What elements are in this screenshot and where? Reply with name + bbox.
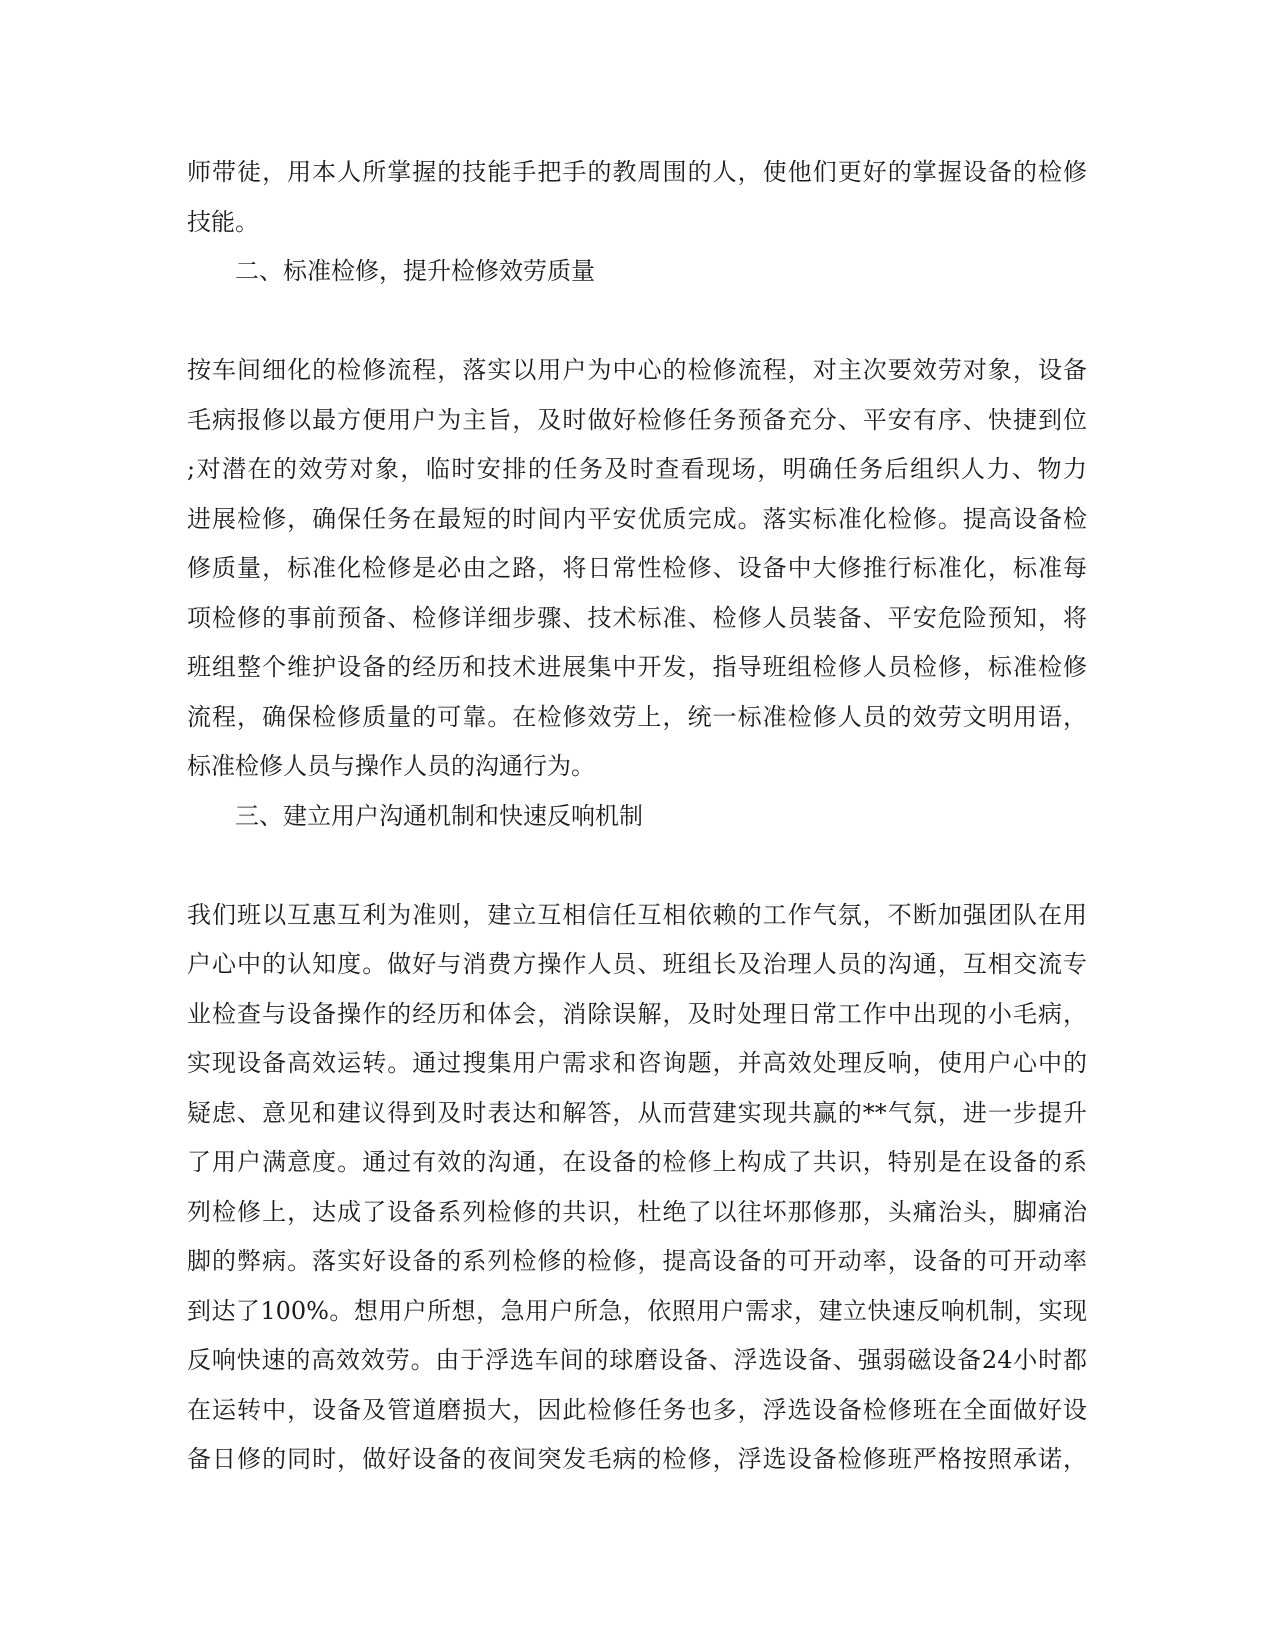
text-line: 师带徒，用本人所掌握的技能手把手的教周围的人，使他们更好的掌握设备的检修 — [187, 158, 1087, 186]
paragraph-intro — [187, 148, 1087, 247]
text-line: 实现设备高效运转。通过搜集用户需求和咨询题，并高效处理反响，使用户心中的 — [187, 1049, 1087, 1077]
text-line: 标准检修人员与操作人员的沟通行为。 — [187, 752, 595, 780]
text-line: 修质量，标准化检修是必由之路，将日常性检修、设备中大修推行标准化，标准每 — [187, 554, 1087, 582]
text-line: ;对潜在的效劳对象，临时安排的任务及时查看现场，明确任务后组织人力、物力 — [187, 455, 1087, 483]
text-line: 项检修的事前预备、检修详细步骤、技术标准、检修人员装备、平安危险预知，将 — [187, 603, 1087, 632]
blank-line — [187, 297, 1087, 347]
text-line: 班组整个维护设备的经历和技术进展集中开发，指导班组检修人员检修，标准检修 — [187, 653, 1087, 681]
document-body — [187, 148, 1087, 1485]
section-heading-3: 三、建立用户沟通机制和快速反响机制 — [235, 801, 643, 830]
text-line: 技能。 — [187, 207, 259, 236]
text-line: 进展检修，确保任务在最短的时间内平安优质完成。落实标准化检修。提高设备检 — [187, 504, 1087, 533]
paragraph-section-2 — [187, 346, 1087, 792]
text-line: 备日修的同时，做好设备的夜间突发毛病的检修，浮选设备检修班严格按照承诺， — [187, 1445, 1087, 1473]
text-line: 毛病报修以最方便用户为主旨，及时做好检修任务预备充分、平安有序、快捷到位 — [187, 405, 1087, 434]
text-line: 户心中的认知度。做好与消费方操作人员、班组长及治理人员的沟通，互相交流专 — [187, 950, 1087, 978]
text-line: 按车间细化的检修流程，落实以用户为中心的检修流程，对主次要效劳对象，设备 — [187, 356, 1087, 384]
text-line: 在运转中，设备及管道磨损大，因此检修任务也多，浮选设备检修班在全面做好设 — [187, 1395, 1087, 1424]
text-line: 到达了100%。想用户所想，急用户所急，依照用户需求，建立快速反响机制，实现 — [187, 1296, 1087, 1325]
text-line: 疑虑、意见和建议得到及时表达和解答，从而营建实现共赢的**气氛，进一步提升 — [187, 1098, 1087, 1127]
text-line: 反响快速的高效效劳。由于浮选车间的球磨设备、浮选设备、强弱磁设备24小时都 — [187, 1346, 1087, 1374]
paragraph-section-3 — [187, 891, 1087, 1485]
text-line: 我们班以互惠互利为准则，建立互相信任互相依赖的工作气氛，不断加强团队在用 — [187, 900, 1087, 929]
text-line: 流程，确保检修质量的可靠。在检修效劳上，统一标准检修人员的效劳文明用语， — [187, 702, 1087, 731]
text-line: 脚的弊病。落实好设备的系列检修的检修，提高设备的可开动率，设备的可开动率 — [187, 1247, 1087, 1275]
text-line: 了用户满意度。通过有效的沟通，在设备的检修上构成了共识，特别是在设备的系 — [187, 1148, 1087, 1176]
text-line: 业检查与设备操作的经历和体会，消除误解，及时处理日常工作中出现的小毛病， — [187, 999, 1087, 1028]
blank-line — [187, 841, 1087, 891]
section-heading-2: 二、标准检修，提升检修效劳质量 — [235, 257, 595, 285]
text-line: 列检修上，达成了设备系列检修的共识，杜绝了以往坏那修那，头痛治头，脚痛治 — [187, 1197, 1087, 1226]
